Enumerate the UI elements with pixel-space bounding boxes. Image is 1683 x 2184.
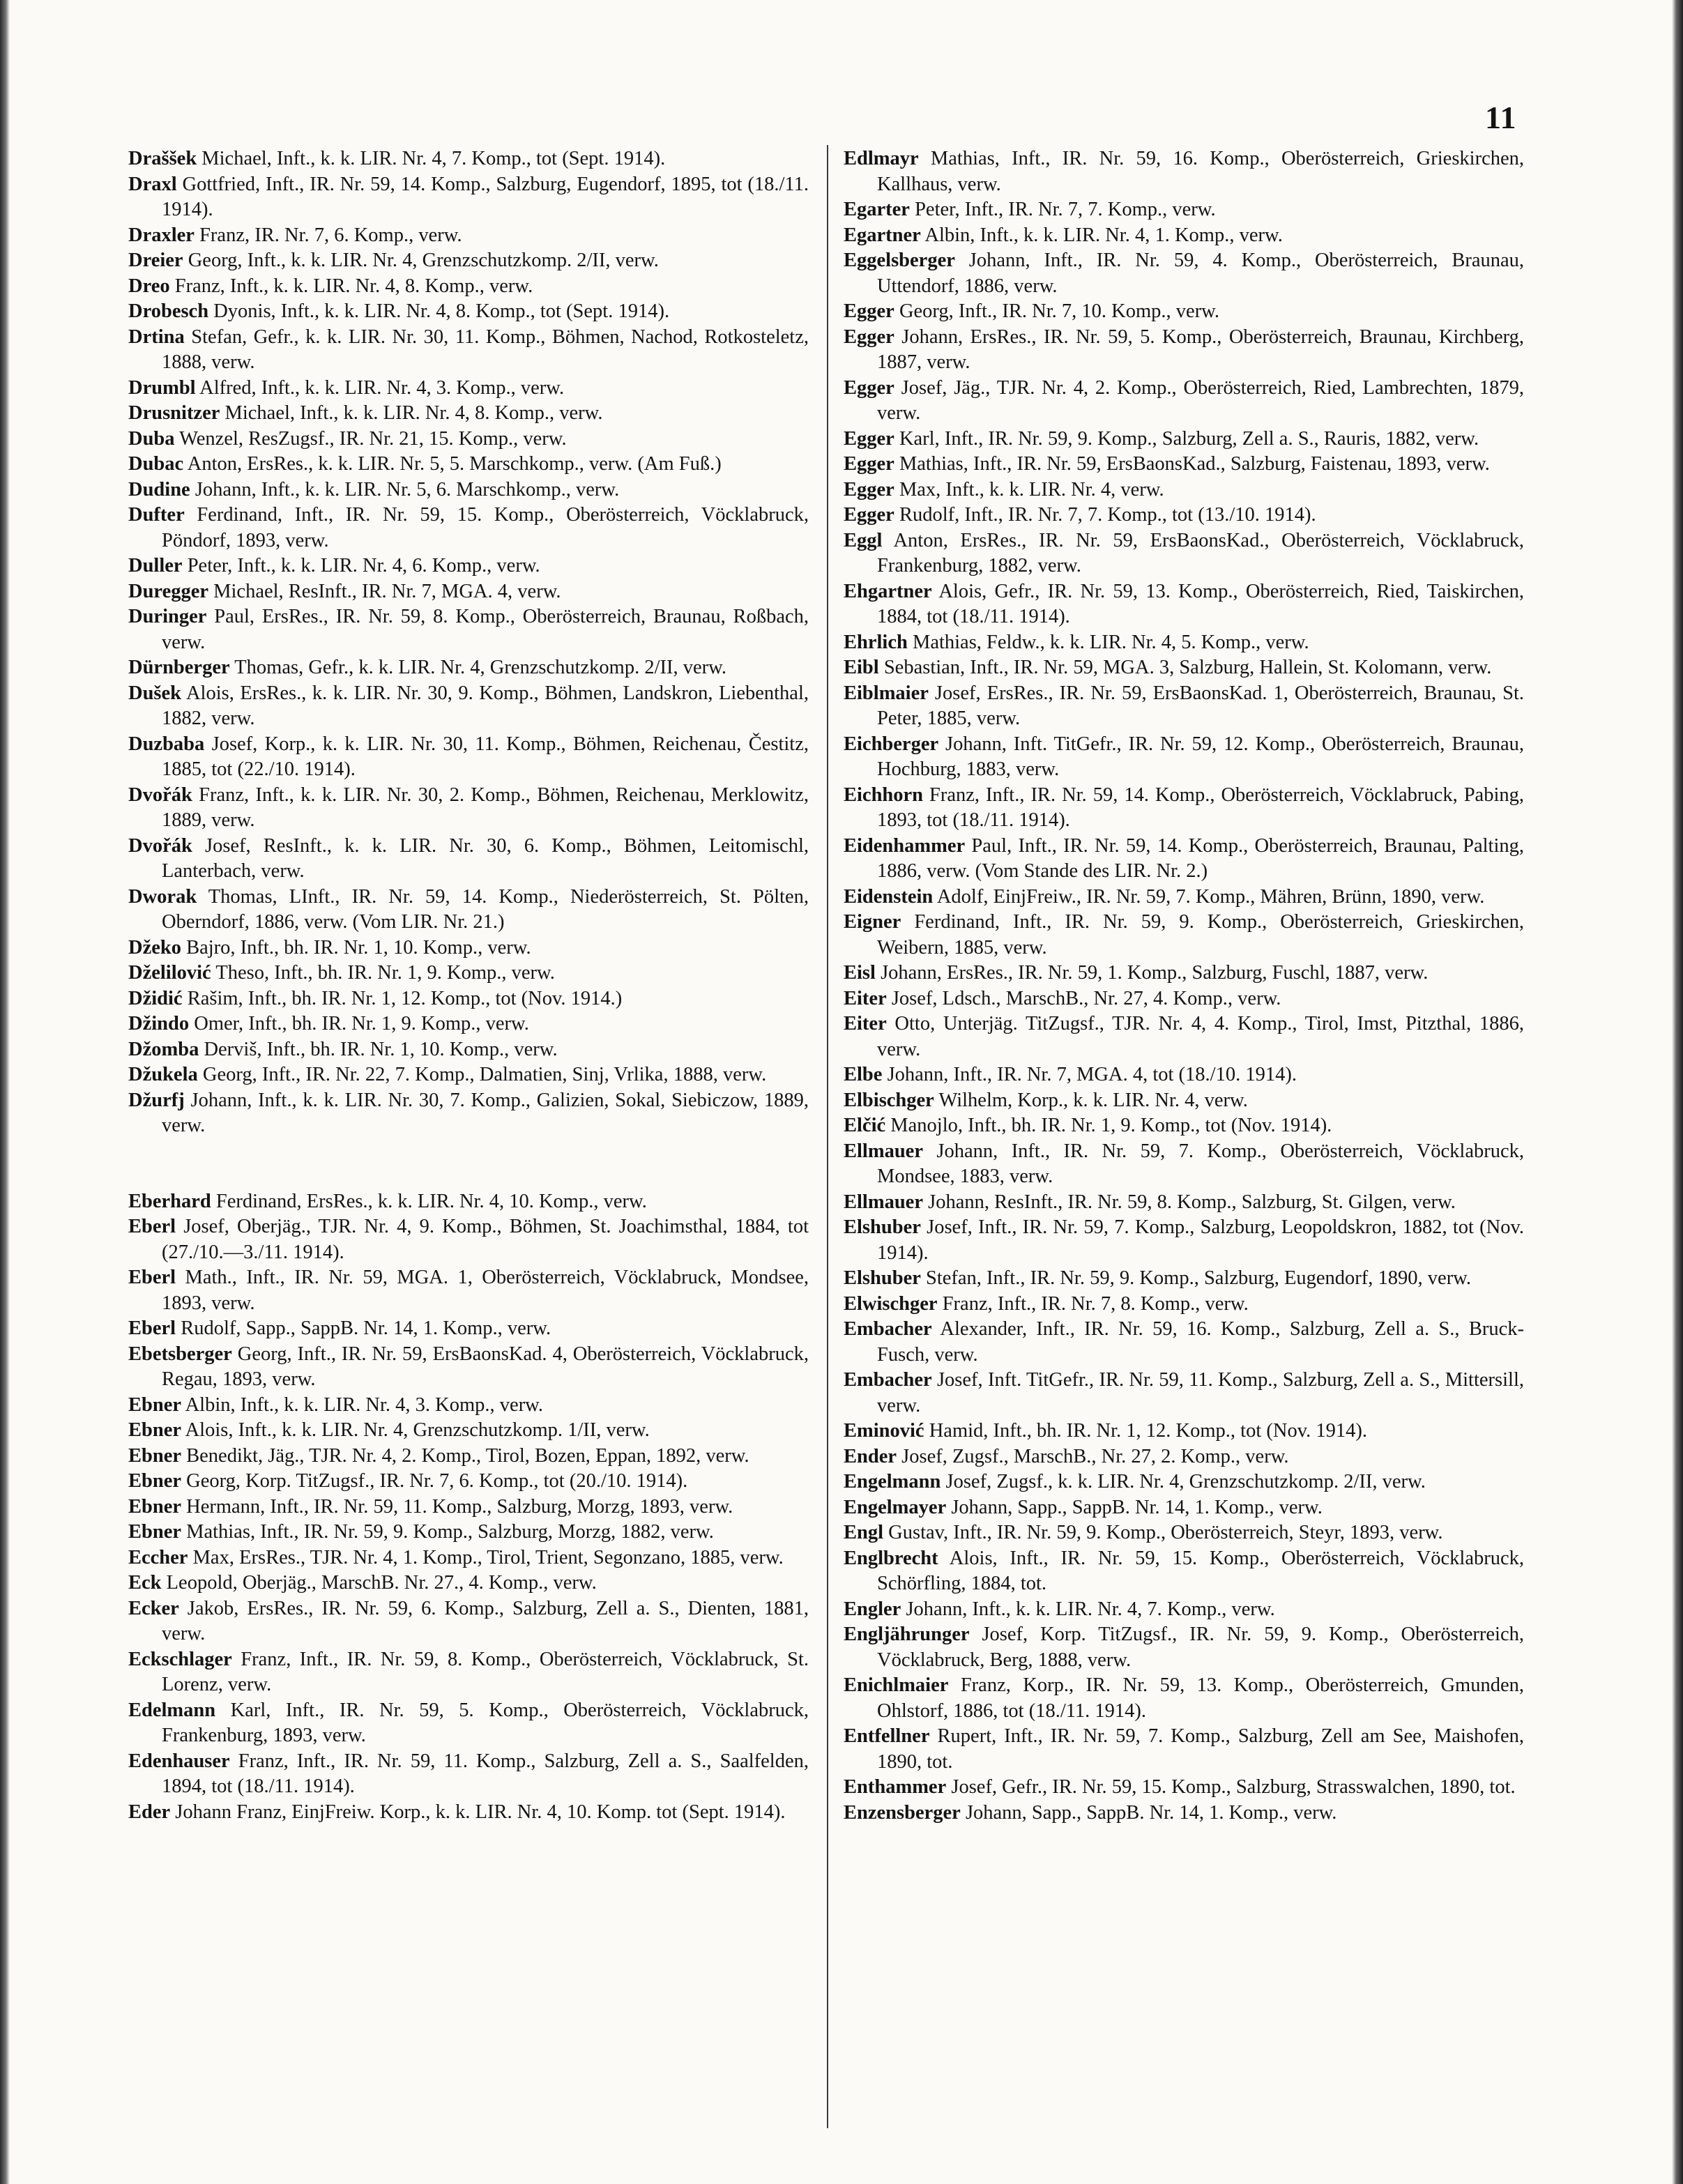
list-entry [128, 1571, 809, 1596]
list-entry [128, 1698, 809, 1749]
list-entry [128, 146, 809, 172]
entry-details: Josef, Ldsch., MarschB., Nr. 27, 4. Komp., verw. [886, 987, 1281, 1009]
list-entry [844, 1062, 1524, 1088]
list-entry [128, 478, 809, 503]
entry-surname: Eiter [844, 987, 887, 1009]
entry-details: Josef, Inft. TitGefr., IR. Nr. 59, 11. Komp., Salzburg, Zell a. S., Mittersill, verw. [877, 1369, 1524, 1416]
entry-details: Paul, ErsRes., IR. Nr. 59, 8. Komp., Oberösterreich, Braunau, Roßbach, verw. [162, 606, 809, 653]
entry-surname: Eminović [844, 1420, 924, 1442]
entry-details: Franz, Inft., IR. Nr. 59, 11. Komp., Salzburg, Zell a. S., Saalfelden, 1894, tot (18./11. 1914). [162, 1750, 809, 1797]
entry-details: Theso, Inft., bh. IR. Nr. 1, 9. Komp., verw. [211, 962, 555, 984]
entry-details: Stefan, Gefr., k. k. LIR. Nr. 30, 11. Komp., Böhmen, Nachod, Rotkosteletz, 1888, verw. [162, 326, 809, 373]
list-entry [128, 655, 809, 681]
page-number: 11 [1485, 100, 1517, 135]
list-entry [128, 783, 809, 834]
entry-details: Max, ErsRes., TJR. Nr. 4, 1. Komp., Tirol, Trient, Segonzano, 1885, verw. [188, 1546, 784, 1568]
entry-details: Hamid, Inft., bh. IR. Nr. 1, 12. Komp., tot (Nov. 1914). [924, 1420, 1367, 1442]
entry-surname: Egger [844, 427, 894, 450]
entry-surname: Ebner [128, 1495, 182, 1518]
list-entry [844, 834, 1524, 885]
entry-surname: Elshuber [844, 1216, 921, 1238]
entry-surname: Elbischger [844, 1089, 934, 1111]
entry-surname: Ender [844, 1445, 897, 1467]
scan-edge-left [0, 0, 10, 2184]
list-entry [128, 1037, 809, 1063]
list-entry [128, 1418, 809, 1444]
entry-surname: Dušek [128, 682, 182, 704]
entry-surname: Edenhauser [128, 1750, 230, 1772]
entry-details: Ferdinand, Inft., IR. Nr. 59, 9. Komp., Oberösterreich, Grieskirchen, Weibern, 1885, verw. [877, 911, 1524, 959]
list-entry [844, 885, 1524, 910]
list-entry [128, 1088, 809, 1139]
entry-surname: Edelmann [128, 1699, 216, 1721]
list-entry [128, 1647, 809, 1698]
list-entry [844, 1113, 1524, 1139]
entry-details: Alois, Gefr., IR. Nr. 59, 13. Komp., Oberösterreich, Ried, Taiskirchen, 1884, tot (18./11. 1914). [877, 580, 1524, 627]
entry-details: Rudolf, Sapp., SappB. Nr. 14, 1. Komp., verw. [176, 1318, 551, 1339]
entry-details: Albin, Inft., k. k. LIR. Nr. 4, 3. Komp., verw. [181, 1393, 544, 1416]
list-entry [128, 1495, 809, 1520]
entry-details: Franz, IR. Nr. 7, 6. Komp., verw. [194, 224, 462, 246]
list-entry [844, 1088, 1524, 1114]
list-entry [128, 1800, 809, 1826]
entry-details: Michael, ResInft., IR. Nr. 7, MGA. 4, verw. [208, 580, 561, 602]
list-entry [844, 1622, 1524, 1673]
entry-details: Josef, ErsRes., IR. Nr. 59, ErsBaonsKad. 1, Oberösterreich, Braunau, St. Peter, 1885, verw. [877, 682, 1524, 729]
entry-surname: Elshuber [844, 1267, 921, 1289]
entry-details: Paul, Inft., IR. Nr. 59, 14. Komp., Oberösterreich, Braunau, Palting, 1886, verw. (Vom Stande des LIR. Nr. 2.) [877, 834, 1524, 882]
entry-details: Johann, ErsRes., IR. Nr. 59, 1. Komp., Salzburg, Fuschl, 1887, verw. [875, 962, 1429, 984]
entry-surname: Dvořák [128, 784, 192, 806]
list-entry [844, 376, 1524, 427]
entry-details: Rupert, Inft., IR. Nr. 59, 7. Komp., Salzburg, Zell am See, Maishofen, 1890, tot. [877, 1725, 1524, 1773]
entry-details: Alois, Inft., k. k. LIR. Nr. 4, Grenzschutzkomp. 1/II, verw. [181, 1419, 650, 1441]
entry-surname: Duzbaba [128, 733, 205, 755]
entry-details: Franz, Inft., k. k. LIR. Nr. 30, 2. Komp., Böhmen, Reichenau, Merklowitz, 1889, verw. [162, 784, 809, 831]
entry-surname: Elwischger [844, 1292, 938, 1315]
entry-surname: Elbe [844, 1064, 883, 1085]
list-entry [128, 1545, 809, 1571]
list-entry [844, 427, 1524, 452]
list-entry [844, 146, 1524, 197]
entry-surname: Drobesch [128, 300, 209, 322]
entry-surname: Edlmayr [844, 148, 919, 169]
entry-details: Johann, Inft. TitGefr., IR. Nr. 59, 12. Komp., Oberösterreich, Braunau, Hochburg, 1883, verw. [877, 733, 1524, 780]
entry-surname: Draxl [128, 173, 177, 195]
list-entry [844, 783, 1524, 834]
entry-details: Max, Inft., k. k. LIR. Nr. 4, verw. [894, 478, 1164, 501]
entry-surname: Eidenstein [844, 885, 934, 908]
entry-details: Josef, Jäg., TJR. Nr. 4, 2. Komp., Oberösterreich, Ried, Lambrechten, 1879, verw. [877, 376, 1524, 424]
entry-details: Ferdinand, Inft., IR. Nr. 59, 15. Komp., Oberösterreich, Vöcklabruck, Pöndorf, 1893, verw. [162, 504, 809, 551]
entry-surname: Egger [844, 478, 894, 501]
list-entry [844, 1368, 1524, 1419]
entry-details: Thomas, Gefr., k. k. LIR. Nr. 4, Grenzschutzkomp. 2/II, verw. [229, 657, 726, 678]
entry-surname: Eggl [844, 529, 883, 551]
entry-surname: Embacher [844, 1369, 932, 1391]
list-entry [128, 1265, 809, 1316]
list-entry [128, 452, 809, 478]
list-entry [128, 1596, 809, 1647]
entry-surname: Dubac [128, 453, 184, 475]
entry-details: Josef, Korp. TitZugsf., IR. Nr. 59, 9. Komp., Oberösterreich, Vöcklabruck, Berg, 1888, verw. [877, 1624, 1524, 1671]
entry-surname: Enzensberger [844, 1801, 961, 1824]
list-entry [128, 834, 809, 885]
entry-surname: Eder [128, 1801, 171, 1823]
entry-surname: Eichberger [844, 733, 939, 755]
entry-surname: Entfellner [844, 1725, 930, 1747]
list-entry [128, 1214, 809, 1265]
entry-details: Karl, Inft., IR. Nr. 59, 9. Komp., Salzburg, Zell a. S., Rauris, 1882, verw. [894, 427, 1479, 450]
entry-surname: Egarter [844, 199, 910, 220]
entry-surname: Ecker [128, 1597, 179, 1619]
list-entry [844, 655, 1524, 681]
entry-surname: Eibl [844, 657, 879, 678]
list-entry [844, 299, 1524, 325]
list-entry [844, 1011, 1524, 1062]
entry-surname: Dvořák [128, 834, 192, 857]
entry-surname: Eiter [844, 1013, 887, 1034]
entry-details: Peter, Inft., IR. Nr. 7, 7. Komp., verw. [909, 199, 1216, 220]
column-divider [827, 145, 828, 2128]
entry-surname: Eberhard [128, 1190, 211, 1212]
entry-details: Albin, Inft., k. k. LIR. Nr. 4, 1. Komp., verw. [920, 224, 1283, 246]
entry-details: Michael, Inft., k. k. LIR. Nr. 4, 8. Komp., verw. [220, 402, 603, 424]
entry-surname: Ellmauer [844, 1191, 923, 1213]
list-entry [844, 528, 1524, 579]
list-entry [128, 1520, 809, 1545]
entry-surname: Englbrecht [844, 1547, 938, 1569]
entry-details: Johann, Inft., k. k. LIR. Nr. 5, 6. Marschkomp., verw. [190, 478, 620, 501]
entry-surname: Drusnitzer [128, 402, 220, 424]
entry-surname: Dudine [128, 478, 190, 501]
entry-surname: Engelmann [844, 1471, 941, 1492]
entry-details: Johann, Sapp., SappB. Nr. 14, 1. Komp., verw. [946, 1496, 1323, 1518]
entry-details: Josef, ResInft., k. k. LIR. Nr. 30, 6. Komp., Böhmen, Leitomischl, Lanterbach, verw. [162, 834, 809, 882]
entry-details: Josef, Zugsf., k. k. LIR. Nr. 4, Grenzschutzkomp. 2/II, verw. [940, 1471, 1426, 1492]
list-entry [844, 325, 1524, 376]
entry-surname: Ebner [128, 1444, 182, 1467]
entry-surname: Drumbl [128, 376, 196, 399]
entry-surname: Ebner [128, 1393, 182, 1416]
entry-surname: Eisl [844, 962, 876, 984]
entry-surname: Embacher [844, 1318, 932, 1340]
entry-details: Alois, ErsRes., k. k. LIR. Nr. 30, 9. Komp., Böhmen, Landskron, Liebenthal, 1882, verw. [162, 682, 809, 729]
entry-details: Wilhelm, Korp., k. k. LIR. Nr. 4, verw. [934, 1089, 1248, 1111]
list-entry [128, 427, 809, 452]
list-entry [844, 1495, 1524, 1521]
list-entry [844, 223, 1524, 249]
scan-edge-right [1672, 0, 1683, 2184]
list-entry [844, 452, 1524, 478]
list-entry [844, 1546, 1524, 1597]
entry-surname: Draxler [128, 224, 195, 246]
entry-details: Bajro, Inft., bh. IR. Nr. 1, 10. Komp., verw. [181, 936, 531, 959]
entry-surname: Eiblmaier [844, 682, 929, 704]
entry-details: Alois, Inft., IR. Nr. 59, 15. Komp., Oberösterreich, Vöcklabruck, Schörfling, 1884, tot. [877, 1547, 1524, 1594]
entry-surname: Dželilović [128, 962, 211, 984]
entry-surname: Draššek [128, 148, 197, 169]
section-gap [128, 1139, 809, 1189]
entry-surname: Elčić [844, 1115, 886, 1136]
entry-details: Johann, Inft., k. k. LIR. Nr. 4, 7. Komp., verw. [901, 1598, 1275, 1620]
entry-surname: Engler [844, 1598, 901, 1620]
entry-surname: Engelmayer [844, 1496, 947, 1518]
list-entry [128, 986, 809, 1012]
entry-surname: Drtina [128, 326, 185, 348]
entry-surname: Ebner [128, 1470, 182, 1492]
entry-details: Mathias, Inft., IR. Nr. 59, 9. Komp., Salzburg, Morzg, 1882, verw. [181, 1521, 714, 1543]
entry-surname: Dufter [128, 504, 185, 526]
list-entry [128, 553, 809, 579]
entry-surname: Džidić [128, 987, 183, 1009]
list-entry [128, 1062, 809, 1088]
entry-surname: Eckschlager [128, 1648, 232, 1670]
entry-surname: Egger [844, 376, 894, 399]
list-entry [128, 579, 809, 605]
list-entry [844, 1673, 1524, 1724]
entry-surname: Dworak [128, 885, 197, 908]
entry-surname: Dreier [128, 250, 183, 271]
entry-details: Johann, Inft., k. k. LIR. Nr. 30, 7. Komp., Galizien, Sokal, Siebiczow, 1889, verw. [162, 1089, 809, 1136]
list-entry [844, 1469, 1524, 1495]
entry-surname: Engljährunger [844, 1624, 970, 1645]
list-entry [844, 1190, 1524, 1216]
list-entry [128, 1749, 809, 1800]
entry-surname: Engl [844, 1522, 884, 1543]
entry-surname: Egartner [844, 224, 921, 246]
entry-surname: Eberl [128, 1216, 176, 1237]
entry-details: Jakob, ErsRes., IR. Nr. 59, 6. Komp., Salzburg, Zell a. S., Dienten, 1881, verw. [162, 1597, 809, 1644]
entry-details: Franz, Inft., IR. Nr. 59, 14. Komp., Oberösterreich, Vöcklabruck, Pabing, 1893, tot (18./11. 1914). [877, 784, 1524, 831]
entry-details: Rudolf, Inft., IR. Nr. 7, 7. Komp., tot (13./10. 1914). [894, 504, 1316, 526]
list-entry [844, 1444, 1524, 1470]
list-entry [128, 961, 809, 986]
entry-surname: Enthammer [844, 1776, 947, 1798]
list-entry [844, 579, 1524, 630]
entry-details: Johann, ResInft., IR. Nr. 59, 8. Komp., Salzburg, St. Gilgen, verw. [923, 1191, 1456, 1213]
entry-details: Mathias, Inft., IR. Nr. 59, ErsBaonsKad., Salzburg, Faistenau, 1893, verw. [894, 453, 1490, 475]
list-entry [844, 910, 1524, 961]
list-entry [844, 1724, 1524, 1775]
list-entry [128, 604, 809, 655]
list-entry [844, 197, 1524, 223]
entry-surname: Eck [128, 1572, 162, 1594]
entry-details: Georg, Inft., IR. Nr. 7, 10. Komp., verw. [894, 300, 1220, 322]
entry-surname: Dreo [128, 275, 170, 297]
entry-details: Johann, Inft., IR. Nr. 59, 4. Komp., Oberösterreich, Braunau, Uttendorf, 1886, verw. [877, 250, 1524, 297]
entry-details: Johann, ErsRes., IR. Nr. 59, 5. Komp., Oberösterreich, Braunau, Kirchberg, 1887, verw. [877, 326, 1524, 373]
list-entry [128, 172, 809, 223]
entry-details: Dyonis, Inft., k. k. LIR. Nr. 4, 8. Komp., tot (Sept. 1914). [208, 300, 670, 322]
entry-details: Peter, Inft., k. k. LIR. Nr. 4, 6. Komp., verw. [182, 555, 540, 576]
entry-surname: Eigner [844, 911, 901, 933]
entry-surname: Ebner [128, 1521, 182, 1543]
list-entry [844, 478, 1524, 503]
entry-surname: Eccher [128, 1546, 188, 1568]
entry-details: Josef, Inft., IR. Nr. 59, 7. Komp., Salzburg, Leopoldskron, 1882, tot (Nov. 1914). [877, 1216, 1524, 1264]
list-entry [128, 299, 809, 325]
entry-details: Sebastian, Inft., IR. Nr. 59, MGA. 3, Salzburg, Hallein, St. Kolomann, verw. [878, 657, 1492, 678]
entry-details: Johann Franz, EinjFreiw. Korp., k. k. LIR. Nr. 4, 10. Komp. tot (Sept. 1914). [170, 1801, 786, 1823]
entry-details: Mathias, Inft., IR. Nr. 59, 16. Komp., Oberösterreich, Grieskirchen, Kallhaus, verw. [877, 148, 1524, 195]
entry-details: Adolf, EinjFreiw., IR. Nr. 59, 7. Komp., Mähren, Brünn, 1890, verw. [933, 885, 1485, 908]
entry-details: Manojlo, Inft., bh. IR. Nr. 1, 9. Komp., tot (Nov. 1914). [885, 1115, 1332, 1136]
entry-details: Johann, Inft., IR. Nr. 59, 7. Komp., Oberösterreich, Vöcklabruck, Mondsee, 1883, verw. [877, 1140, 1524, 1187]
entry-surname: Egger [844, 326, 894, 348]
entry-surname: Eggelsberger [844, 250, 955, 271]
list-entry [844, 1419, 1524, 1444]
left-column [128, 146, 809, 1825]
entry-details: Josef, Gefr., IR. Nr. 59, 15. Komp., Salzburg, Strasswalchen, 1890, tot. [946, 1776, 1516, 1798]
list-entry [128, 1444, 809, 1469]
entry-details: Josef, Zugsf., MarschB., Nr. 27, 2. Komp., verw. [897, 1445, 1289, 1467]
list-entry [128, 248, 809, 274]
list-entry [844, 681, 1524, 732]
entry-surname: Džomba [128, 1038, 199, 1060]
entry-surname: Džindo [128, 1013, 190, 1034]
list-entry [128, 1316, 809, 1342]
list-entry [844, 503, 1524, 528]
entry-details: Anton, ErsRes., IR. Nr. 59, ErsBaonsKad., Oberösterreich, Vöcklabruck, Frankenburg, 1882, verw. [877, 529, 1524, 576]
entry-details: Omer, Inft., bh. IR. Nr. 1, 9. Komp., verw. [189, 1013, 529, 1034]
right-column [844, 146, 1524, 1826]
list-entry [844, 1266, 1524, 1292]
list-entry [844, 732, 1524, 783]
list-entry [128, 274, 809, 300]
entry-details: Anton, ErsRes., k. k. LIR. Nr. 5, 5. Marschkomp., verw. (Am Fuß.) [183, 453, 722, 475]
entry-surname: Duregger [128, 580, 209, 602]
entry-details: Otto, Unterjäg. TitZugsf., TJR. Nr. 4, 4. Komp., Tirol, Imst, Pitzthal, 1886, verw. [877, 1013, 1524, 1060]
entry-details: Mathias, Feldw., k. k. LIR. Nr. 4, 5. Komp., verw. [907, 631, 1309, 653]
entry-surname: Ellmauer [844, 1140, 923, 1162]
entry-surname: Ehgartner [844, 580, 932, 602]
list-entry [128, 1469, 809, 1495]
list-entry [128, 223, 809, 249]
entry-surname: Ehrlich [844, 631, 908, 653]
entry-details: Rašim, Inft., bh. IR. Nr. 1, 12. Komp., tot (Nov. 1914.) [182, 987, 623, 1009]
list-entry [844, 248, 1524, 299]
entry-details: Derviš, Inft., bh. IR. Nr. 1, 10. Komp., verw. [199, 1038, 558, 1060]
list-entry [128, 732, 809, 783]
entry-surname: Egger [844, 453, 894, 475]
entry-details: Stefan, Inft., IR. Nr. 59, 9. Komp., Salzburg, Eugendorf, 1890, verw. [920, 1267, 1472, 1289]
list-entry [128, 401, 809, 427]
entry-details: Franz, Inft., IR. Nr. 59, 8. Komp., Oberösterreich, Vöcklabruck, St. Lorenz, verw. [162, 1648, 809, 1695]
entry-details: Thomas, LInft., IR. Nr. 59, 14. Komp., Niederösterreich, St. Pölten, Oberndorf, 1886, verw. (Vom LIR. Nr. 21.) [162, 885, 809, 933]
entry-details: Math., Inft., IR. Nr. 59, MGA. 1, Oberösterreich, Vöcklabruck, Mondsee, 1893, verw. [162, 1267, 809, 1314]
entry-details: Franz, Inft., k. k. LIR. Nr. 4, 8. Komp., verw. [169, 275, 533, 297]
list-entry [128, 1342, 809, 1393]
list-entry [128, 325, 809, 376]
entry-details: Alfred, Inft., k. k. LIR. Nr. 4, 3. Komp., verw. [195, 376, 565, 399]
entry-details: Hermann, Inft., IR. Nr. 59, 11. Komp., Salzburg, Morzg, 1893, verw. [181, 1495, 733, 1518]
entry-surname: Enichlmaier [844, 1674, 949, 1696]
list-entry [844, 1139, 1524, 1190]
list-entry [844, 1801, 1524, 1826]
list-entry [128, 1189, 809, 1215]
entry-details: Josef, Korp., k. k. LIR. Nr. 30, 11. Komp., Böhmen, Reichenau, Čestitz, 1885, tot (22./10. 1914). [162, 733, 809, 780]
list-entry [128, 1011, 809, 1037]
list-entry [844, 1597, 1524, 1623]
entry-surname: Ebner [128, 1419, 182, 1441]
entry-surname: Ebetsberger [128, 1343, 232, 1365]
list-entry [844, 961, 1524, 986]
list-entry [128, 936, 809, 961]
list-entry [128, 376, 809, 402]
entry-surname: Duba [128, 427, 175, 450]
list-entry [844, 630, 1524, 656]
entry-details: Michael, Inft., k. k. LIR. Nr. 4, 7. Komp., tot (Sept. 1914). [197, 148, 666, 169]
entry-details: Franz, Inft., IR. Nr. 7, 8. Komp., verw. [937, 1292, 1249, 1315]
entry-details: Johann, Inft., IR. Nr. 7, MGA. 4, tot (18./10. 1914). [882, 1064, 1297, 1085]
list-entry [844, 1775, 1524, 1801]
entry-details: Benedikt, Jäg., TJR. Nr. 4, 2. Komp., Tirol, Bozen, Eppan, 1892, verw. [181, 1444, 749, 1467]
list-entry [844, 1215, 1524, 1266]
entry-details: Leopold, Oberjäg., MarschB. Nr. 27., 4. Komp., verw. [161, 1572, 597, 1594]
entry-surname: Eberl [128, 1318, 176, 1339]
entry-details: Ferdinand, ErsRes., k. k. LIR. Nr. 4, 10. Komp., verw. [211, 1190, 647, 1212]
entry-details: Wenzel, ResZugsf., IR. Nr. 21, 15. Komp., verw. [174, 427, 567, 450]
entry-surname: Eberl [128, 1267, 176, 1288]
entry-surname: Džurfj [128, 1089, 185, 1111]
entry-details: Karl, Inft., IR. Nr. 59, 5. Komp., Oberösterreich, Vöcklabruck, Frankenburg, 1893, verw. [162, 1699, 809, 1746]
entry-details: Johann, Sapp., SappB. Nr. 14, 1. Komp., verw. [960, 1801, 1337, 1824]
entry-details: Georg, Inft., IR. Nr. 22, 7. Komp., Dalmatien, Sinj, Vrlika, 1888, verw. [197, 1064, 767, 1085]
list-entry [128, 503, 809, 553]
list-entry [844, 1520, 1524, 1546]
entry-surname: Džeko [128, 936, 181, 959]
entry-details: Alexander, Inft., IR. Nr. 59, 16. Komp., Salzburg, Zell a. S., Bruck-Fusch, verw. [877, 1318, 1524, 1366]
entry-surname: Duller [128, 555, 183, 576]
list-entry [844, 1292, 1524, 1318]
entry-surname: Dürnberger [128, 657, 230, 678]
entry-surname: Džukela [128, 1064, 198, 1085]
entry-details: Georg, Inft., k. k. LIR. Nr. 4, Grenzschutzkomp. 2/II, verw. [183, 250, 659, 271]
entry-details: Gottfried, Inft., IR. Nr. 59, 14. Komp., Salzburg, Eugendorf, 1895, tot (18./11. 1914). [162, 173, 809, 220]
entry-details: Franz, Korp., IR. Nr. 59, 13. Komp., Oberösterreich, Gmunden, Ohlstorf, 1886, tot (18./11. 1914). [877, 1674, 1524, 1722]
list-entry [128, 885, 809, 936]
list-entry [844, 986, 1524, 1012]
entry-details: Gustav, Inft., IR. Nr. 59, 9. Komp., Oberösterreich, Steyr, 1893, verw. [883, 1522, 1443, 1543]
entry-details: Georg, Korp. TitZugsf., IR. Nr. 7, 6. Komp., tot (20./10. 1914). [181, 1470, 688, 1492]
entry-surname: Egger [844, 504, 894, 526]
entry-details: Georg, Inft., IR. Nr. 59, ErsBaonsKad. 4, Oberösterreich, Vöcklabruck, Regau, 1893, verw. [162, 1343, 809, 1390]
entry-surname: Eidenhammer [844, 834, 966, 857]
entry-surname: Egger [844, 300, 894, 322]
entry-details: Josef, Oberjäg., TJR. Nr. 4, 9. Komp., Böhmen, St. Joachimsthal, 1884, tot (27./10.—3./11. 1914). [162, 1216, 809, 1263]
entry-surname: Duringer [128, 606, 207, 627]
list-entry [128, 681, 809, 732]
entry-surname: Eichhorn [844, 784, 924, 806]
list-entry [844, 1317, 1524, 1368]
list-entry [128, 1393, 809, 1419]
